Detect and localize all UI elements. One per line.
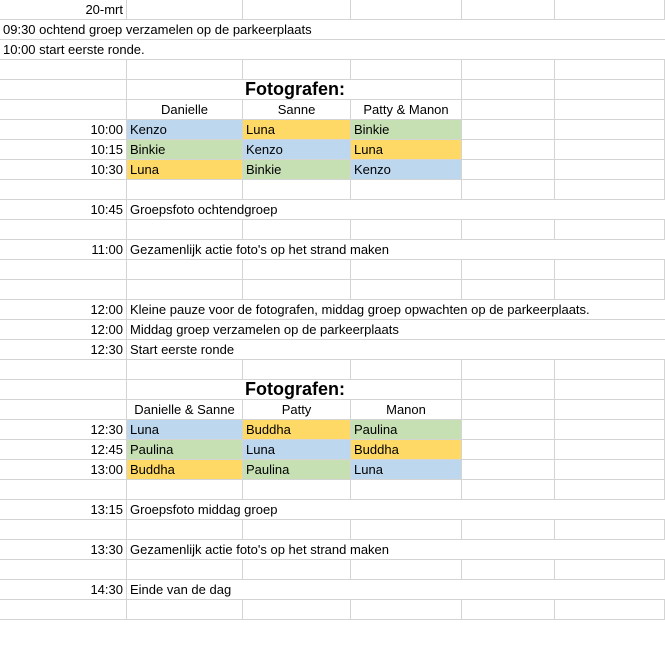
morning-heading[interactable]: Fotografen: — [127, 80, 462, 100]
cell[interactable] — [555, 360, 665, 380]
cell[interactable] — [555, 480, 665, 500]
cell[interactable] — [0, 380, 127, 400]
cell[interactable] — [127, 280, 243, 300]
cell[interactable] — [127, 600, 243, 620]
morning-model-cell[interactable]: Kenzo — [127, 120, 243, 140]
cell[interactable] — [555, 160, 665, 180]
afternoon-time-cell[interactable]: 12:45 — [0, 440, 127, 460]
cell[interactable] — [351, 220, 462, 240]
cell[interactable] — [127, 0, 243, 20]
cell[interactable] — [127, 520, 243, 540]
cell[interactable] — [0, 400, 127, 420]
cell[interactable] — [0, 520, 127, 540]
morning-column-header[interactable]: Sanne — [243, 100, 351, 120]
cell[interactable] — [462, 80, 555, 100]
cell[interactable] — [462, 480, 555, 500]
cell[interactable] — [555, 220, 665, 240]
morning-time-cell[interactable]: 10:15 — [0, 140, 127, 160]
event-time-cell[interactable]: 12:30 — [0, 340, 127, 360]
cell[interactable] — [127, 480, 243, 500]
cell[interactable] — [0, 260, 127, 280]
cell[interactable] — [0, 180, 127, 200]
cell[interactable] — [0, 100, 127, 120]
event-text-cell[interactable]: Groepsfoto ochtendgroep — [127, 200, 665, 220]
date-cell[interactable]: 20-mrt — [0, 0, 127, 20]
intro-line[interactable]: 10:00 start eerste ronde. — [0, 40, 665, 60]
cell[interactable] — [243, 60, 351, 80]
cell[interactable] — [462, 380, 555, 400]
cell[interactable] — [0, 220, 127, 240]
morning-model-cell[interactable]: Kenzo — [351, 160, 462, 180]
afternoon-time-cell[interactable]: 12:30 — [0, 420, 127, 440]
afternoon-time-cell[interactable]: 13:00 — [0, 460, 127, 480]
cell[interactable] — [555, 440, 665, 460]
cell[interactable] — [0, 600, 127, 620]
morning-model-cell[interactable]: Luna — [127, 160, 243, 180]
cell[interactable] — [462, 160, 555, 180]
cell[interactable] — [555, 460, 665, 480]
event-time-cell[interactable]: 12:00 — [0, 300, 127, 320]
cell[interactable] — [462, 60, 555, 80]
cell[interactable] — [351, 600, 462, 620]
cell[interactable] — [555, 520, 665, 540]
cell[interactable] — [555, 120, 665, 140]
cell[interactable] — [127, 560, 243, 580]
cell[interactable] — [462, 140, 555, 160]
cell[interactable] — [127, 180, 243, 200]
event-text-cell[interactable]: Groepsfoto middag groep — [127, 500, 665, 520]
cell[interactable] — [462, 120, 555, 140]
cell[interactable] — [462, 420, 555, 440]
afternoon-model-cell[interactable]: Buddha — [127, 460, 243, 480]
morning-time-cell[interactable]: 10:00 — [0, 120, 127, 140]
cell[interactable] — [462, 280, 555, 300]
afternoon-model-cell[interactable]: Luna — [127, 420, 243, 440]
cell[interactable] — [243, 600, 351, 620]
morning-column-header[interactable]: Patty & Manon — [351, 100, 462, 120]
cell[interactable] — [462, 400, 555, 420]
event-text-cell[interactable]: Gezamenlijk actie foto's op het strand maken — [127, 240, 665, 260]
afternoon-model-cell[interactable]: Luna — [351, 460, 462, 480]
event-time-cell[interactable]: 11:00 — [0, 240, 127, 260]
cell[interactable] — [351, 480, 462, 500]
cell[interactable] — [462, 0, 555, 20]
cell[interactable] — [0, 480, 127, 500]
cell[interactable] — [351, 0, 462, 20]
cell[interactable] — [127, 60, 243, 80]
cell[interactable] — [127, 220, 243, 240]
event-time-cell[interactable]: 12:00 — [0, 320, 127, 340]
cell[interactable] — [462, 260, 555, 280]
cell[interactable] — [555, 600, 665, 620]
cell[interactable] — [555, 100, 665, 120]
cell[interactable] — [0, 360, 127, 380]
cell[interactable] — [243, 180, 351, 200]
cell[interactable] — [462, 440, 555, 460]
morning-model-cell[interactable]: Luna — [351, 140, 462, 160]
afternoon-column-header[interactable]: Patty — [243, 400, 351, 420]
morning-model-cell[interactable]: Binkie — [351, 120, 462, 140]
cell[interactable] — [555, 400, 665, 420]
cell[interactable] — [351, 360, 462, 380]
cell[interactable] — [462, 360, 555, 380]
cell[interactable] — [0, 60, 127, 80]
cell[interactable] — [555, 60, 665, 80]
cell[interactable] — [555, 180, 665, 200]
event-time-cell[interactable]: 10:45 — [0, 200, 127, 220]
cell[interactable] — [462, 560, 555, 580]
morning-model-cell[interactable]: Luna — [243, 120, 351, 140]
cell[interactable] — [351, 560, 462, 580]
morning-column-header[interactable]: Danielle — [127, 100, 243, 120]
afternoon-column-header[interactable]: Manon — [351, 400, 462, 420]
cell[interactable] — [243, 0, 351, 20]
cell[interactable] — [351, 180, 462, 200]
morning-time-cell[interactable]: 10:30 — [0, 160, 127, 180]
afternoon-model-cell[interactable]: Luna — [243, 440, 351, 460]
cell[interactable] — [555, 80, 665, 100]
intro-line[interactable]: 09:30 ochtend groep verzamelen op de parkeerplaats — [0, 20, 665, 40]
cell[interactable] — [462, 520, 555, 540]
cell[interactable] — [243, 520, 351, 540]
cell[interactable] — [462, 600, 555, 620]
afternoon-model-cell[interactable]: Paulina — [351, 420, 462, 440]
event-text-cell[interactable]: Gezamenlijk actie foto's op het strand maken — [127, 540, 665, 560]
cell[interactable] — [555, 420, 665, 440]
cell[interactable] — [243, 560, 351, 580]
cell[interactable] — [351, 280, 462, 300]
cell[interactable] — [555, 140, 665, 160]
cell[interactable] — [462, 220, 555, 240]
event-text-cell[interactable]: Middag groep verzamelen op de parkeerplaats — [127, 320, 665, 340]
cell[interactable] — [0, 280, 127, 300]
cell[interactable] — [127, 260, 243, 280]
cell[interactable] — [243, 280, 351, 300]
cell[interactable] — [555, 260, 665, 280]
cell[interactable] — [462, 100, 555, 120]
cell[interactable] — [351, 60, 462, 80]
morning-model-cell[interactable]: Binkie — [127, 140, 243, 160]
cell[interactable] — [0, 80, 127, 100]
cell[interactable] — [127, 360, 243, 380]
afternoon-model-cell[interactable]: Paulina — [243, 460, 351, 480]
cell[interactable] — [351, 520, 462, 540]
morning-model-cell[interactable]: Binkie — [243, 160, 351, 180]
morning-model-cell[interactable]: Kenzo — [243, 140, 351, 160]
afternoon-model-cell[interactable]: Buddha — [351, 440, 462, 460]
event-text-cell[interactable]: Start eerste ronde — [127, 340, 665, 360]
cell[interactable] — [0, 560, 127, 580]
cell[interactable] — [243, 480, 351, 500]
afternoon-heading[interactable]: Fotografen: — [127, 380, 462, 400]
cell[interactable] — [555, 280, 665, 300]
cell[interactable] — [555, 560, 665, 580]
cell[interactable] — [243, 260, 351, 280]
cell[interactable] — [243, 360, 351, 380]
event-text-cell[interactable]: Kleine pauze voor de fotografen, middag groep opwachten op de parkeerplaats. — [127, 300, 665, 320]
cell[interactable] — [351, 260, 462, 280]
event-time-cell[interactable]: 13:30 — [0, 540, 127, 560]
event-time-cell[interactable]: 14:30 — [0, 580, 127, 600]
event-time-cell[interactable]: 13:15 — [0, 500, 127, 520]
event-text-cell[interactable]: Einde van de dag — [127, 580, 665, 600]
cell[interactable] — [462, 460, 555, 480]
afternoon-model-cell[interactable]: Paulina — [127, 440, 243, 460]
afternoon-model-cell[interactable]: Buddha — [243, 420, 351, 440]
cell[interactable] — [555, 0, 665, 20]
cell[interactable] — [555, 380, 665, 400]
afternoon-column-header[interactable]: Danielle & Sanne — [127, 400, 243, 420]
cell[interactable] — [462, 180, 555, 200]
cell[interactable] — [243, 220, 351, 240]
